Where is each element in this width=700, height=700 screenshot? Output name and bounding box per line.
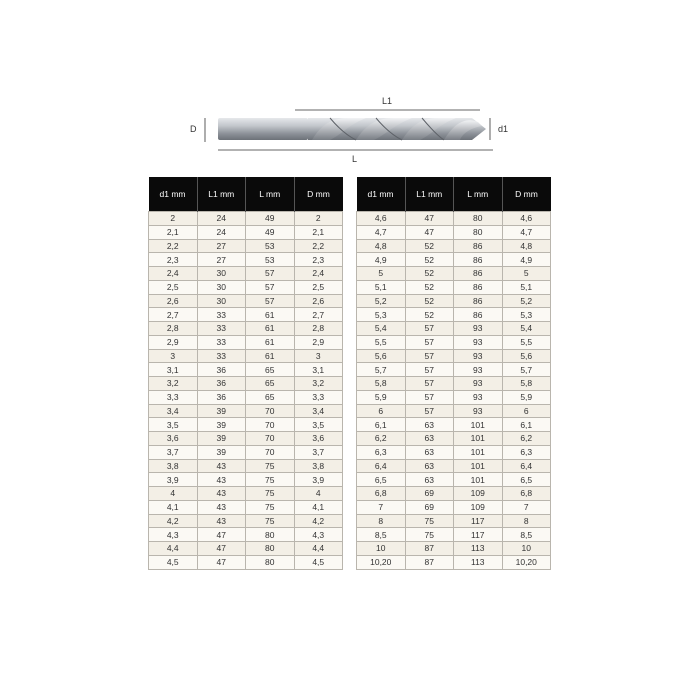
table-row [149, 349, 343, 363]
cell-l1: 39 [197, 404, 246, 418]
drill-shank [218, 118, 308, 140]
cell-l: 86 [454, 253, 503, 267]
table-row [149, 225, 343, 239]
cell-l1: 36 [197, 363, 246, 377]
table-row [357, 335, 551, 349]
cell-d1: 5,7 [357, 363, 406, 377]
cell-d1: 6,2 [357, 432, 406, 446]
cell-l: 53 [246, 253, 295, 267]
table-row [149, 487, 343, 501]
cell-d1: 6,1 [357, 418, 406, 432]
cell-d1: 2,4 [149, 267, 198, 281]
cell-d1: 2,7 [149, 308, 198, 322]
cell-d1: 5,4 [357, 322, 406, 336]
cell-d1: 10,20 [357, 555, 406, 569]
cell-d1: 2,2 [149, 239, 198, 253]
cell-l: 80 [454, 212, 503, 226]
cell-l: 86 [454, 267, 503, 281]
header-l: L mm [454, 177, 503, 212]
table-header-row [149, 177, 343, 212]
table-row [357, 212, 551, 226]
cell-l: 117 [454, 528, 503, 542]
table-row [149, 294, 343, 308]
cell-l1: 30 [197, 267, 246, 281]
cell-d: 4,4 [294, 542, 343, 556]
cell-l1: 33 [197, 335, 246, 349]
cell-d1: 6,4 [357, 459, 406, 473]
cell-l1: 47 [197, 528, 246, 542]
cell-l1: 63 [405, 473, 454, 487]
table-row [149, 308, 343, 322]
cell-d: 6,1 [502, 418, 551, 432]
cell-l: 70 [246, 432, 295, 446]
cell-l1: 87 [405, 555, 454, 569]
cell-l: 80 [246, 528, 295, 542]
cell-l1: 63 [405, 459, 454, 473]
header-d1: d1 mm [357, 177, 406, 212]
cell-l: 65 [246, 363, 295, 377]
table-row [149, 253, 343, 267]
spec-table-left [148, 177, 343, 570]
cell-l: 101 [454, 418, 503, 432]
cell-l1: 57 [405, 363, 454, 377]
table-row [357, 390, 551, 404]
cell-l1: 69 [405, 487, 454, 501]
cell-l1: 63 [405, 432, 454, 446]
cell-d: 4,5 [294, 555, 343, 569]
cell-l: 61 [246, 308, 295, 322]
cell-l: 113 [454, 542, 503, 556]
cell-l: 65 [246, 377, 295, 391]
cell-l1: 69 [405, 500, 454, 514]
cell-d1: 6,5 [357, 473, 406, 487]
table-row [357, 500, 551, 514]
cell-l: 61 [246, 335, 295, 349]
cell-d1: 4,8 [357, 239, 406, 253]
cell-d1: 4,1 [149, 500, 198, 514]
cell-l: 101 [454, 459, 503, 473]
cell-l1: 47 [197, 555, 246, 569]
cell-d: 6,2 [502, 432, 551, 446]
table-row [357, 404, 551, 418]
cell-d: 8,5 [502, 528, 551, 542]
cell-d: 2,6 [294, 294, 343, 308]
cell-d: 5,9 [502, 390, 551, 404]
table-row [357, 377, 551, 391]
table-row [357, 487, 551, 501]
table-row [357, 253, 551, 267]
cell-l1: 57 [405, 377, 454, 391]
table-row [357, 528, 551, 542]
cell-d: 5,5 [502, 335, 551, 349]
cell-d1: 5,3 [357, 308, 406, 322]
cell-l1: 39 [197, 432, 246, 446]
table-row [149, 555, 343, 569]
cell-l1: 52 [405, 239, 454, 253]
cell-d1: 2,8 [149, 322, 198, 336]
cell-d1: 2,5 [149, 280, 198, 294]
table-row [149, 390, 343, 404]
cell-l1: 36 [197, 377, 246, 391]
cell-d: 2 [294, 212, 343, 226]
cell-d: 5 [502, 267, 551, 281]
header-d1: d1 mm [149, 177, 198, 212]
cell-l: 93 [454, 390, 503, 404]
cell-l1: 52 [405, 253, 454, 267]
cell-l1: 47 [405, 225, 454, 239]
cell-l: 61 [246, 322, 295, 336]
cell-d: 6,4 [502, 459, 551, 473]
cell-l: 113 [454, 555, 503, 569]
cell-d: 5,4 [502, 322, 551, 336]
table-row [149, 445, 343, 459]
cell-d1: 4,4 [149, 542, 198, 556]
cell-l: 93 [454, 363, 503, 377]
cell-l1: 75 [405, 528, 454, 542]
cell-l: 80 [454, 225, 503, 239]
cell-l: 109 [454, 500, 503, 514]
cell-d1: 7 [357, 500, 406, 514]
cell-l1: 27 [197, 239, 246, 253]
cell-d1: 4,5 [149, 555, 198, 569]
table-row [357, 239, 551, 253]
cell-d1: 6 [357, 404, 406, 418]
cell-l: 93 [454, 404, 503, 418]
cell-d: 3,8 [294, 459, 343, 473]
cell-d: 6,8 [502, 487, 551, 501]
cell-l1: 63 [405, 418, 454, 432]
cell-l1: 33 [197, 322, 246, 336]
cell-l1: 87 [405, 542, 454, 556]
table-row [357, 445, 551, 459]
table-row [149, 267, 343, 281]
cell-d: 5,7 [502, 363, 551, 377]
cell-d1: 5,1 [357, 280, 406, 294]
table-row [357, 294, 551, 308]
cell-d: 3,4 [294, 404, 343, 418]
cell-d1: 3,5 [149, 418, 198, 432]
header-d: D mm [502, 177, 551, 212]
cell-d: 3,7 [294, 445, 343, 459]
label-d: D [190, 124, 197, 134]
table-row [149, 473, 343, 487]
cell-d: 5,2 [502, 294, 551, 308]
cell-l1: 57 [405, 390, 454, 404]
cell-d: 5,6 [502, 349, 551, 363]
cell-d: 5,8 [502, 377, 551, 391]
cell-l1: 75 [405, 514, 454, 528]
cell-l1: 30 [197, 294, 246, 308]
cell-l1: 36 [197, 390, 246, 404]
cell-d: 4,1 [294, 500, 343, 514]
cell-l: 57 [246, 280, 295, 294]
table-row [149, 280, 343, 294]
cell-l1: 43 [197, 459, 246, 473]
cell-d1: 4,6 [357, 212, 406, 226]
cell-l: 49 [246, 212, 295, 226]
cell-l: 57 [246, 294, 295, 308]
header-l1: L1 mm [197, 177, 246, 212]
cell-d1: 3,1 [149, 363, 198, 377]
table-row [357, 555, 551, 569]
cell-d1: 8 [357, 514, 406, 528]
table-row [149, 418, 343, 432]
cell-d1: 5,2 [357, 294, 406, 308]
table-row [149, 528, 343, 542]
table-row [149, 542, 343, 556]
cell-l1: 33 [197, 349, 246, 363]
cell-l: 75 [246, 473, 295, 487]
drill-bit-illustration [180, 88, 520, 168]
cell-l: 101 [454, 445, 503, 459]
table-row [149, 432, 343, 446]
table-row [149, 500, 343, 514]
cell-d: 2,8 [294, 322, 343, 336]
cell-l1: 57 [405, 404, 454, 418]
table-row [149, 239, 343, 253]
cell-d: 2,1 [294, 225, 343, 239]
table-row [149, 212, 343, 226]
cell-l1: 39 [197, 418, 246, 432]
cell-d: 4,7 [502, 225, 551, 239]
cell-d: 4,3 [294, 528, 343, 542]
cell-l: 117 [454, 514, 503, 528]
table-row [357, 514, 551, 528]
header-d: D mm [294, 177, 343, 212]
cell-l1: 52 [405, 280, 454, 294]
table-row [357, 280, 551, 294]
cell-d1: 3 [149, 349, 198, 363]
cell-d1: 10 [357, 542, 406, 556]
cell-d1: 4 [149, 487, 198, 501]
cell-d: 10 [502, 542, 551, 556]
cell-l1: 57 [405, 349, 454, 363]
cell-d: 3,9 [294, 473, 343, 487]
cell-l1: 63 [405, 445, 454, 459]
cell-d1: 2,1 [149, 225, 198, 239]
header-l1: L1 mm [405, 177, 454, 212]
cell-d: 2,3 [294, 253, 343, 267]
cell-l: 80 [246, 555, 295, 569]
cell-d: 5,1 [502, 280, 551, 294]
table-row [149, 363, 343, 377]
cell-d1: 3,9 [149, 473, 198, 487]
cell-l1: 30 [197, 280, 246, 294]
cell-d: 4,6 [502, 212, 551, 226]
cell-d: 2,2 [294, 239, 343, 253]
cell-l: 75 [246, 459, 295, 473]
cell-d1: 5,9 [357, 390, 406, 404]
table-row [149, 322, 343, 336]
cell-d: 2,4 [294, 267, 343, 281]
cell-d1: 4,2 [149, 514, 198, 528]
table-row [357, 267, 551, 281]
cell-d: 7 [502, 500, 551, 514]
cell-l1: 47 [197, 542, 246, 556]
cell-l1: 43 [197, 500, 246, 514]
cell-d: 3,2 [294, 377, 343, 391]
label-d1: d1 [498, 124, 509, 134]
drill-diagram [180, 88, 520, 168]
cell-d1: 2,3 [149, 253, 198, 267]
label-l: L [352, 154, 358, 164]
cell-l1: 52 [405, 294, 454, 308]
table-row [357, 542, 551, 556]
cell-l: 93 [454, 322, 503, 336]
cell-l: 65 [246, 390, 295, 404]
header-l: L mm [246, 177, 295, 212]
table-row [357, 432, 551, 446]
cell-l: 70 [246, 418, 295, 432]
cell-l: 86 [454, 280, 503, 294]
cell-d1: 2,6 [149, 294, 198, 308]
cell-l: 93 [454, 377, 503, 391]
table-row [149, 377, 343, 391]
cell-d: 6,5 [502, 473, 551, 487]
cell-d: 4,2 [294, 514, 343, 528]
cell-d: 2,9 [294, 335, 343, 349]
cell-l1: 27 [197, 253, 246, 267]
cell-l: 86 [454, 294, 503, 308]
cell-d: 3,6 [294, 432, 343, 446]
cell-d: 3,1 [294, 363, 343, 377]
cell-d1: 5 [357, 267, 406, 281]
cell-d: 8 [502, 514, 551, 528]
cell-d: 4,8 [502, 239, 551, 253]
cell-l: 93 [454, 335, 503, 349]
cell-l: 53 [246, 239, 295, 253]
cell-l1: 57 [405, 335, 454, 349]
table-row [357, 473, 551, 487]
cell-l1: 47 [405, 212, 454, 226]
cell-l: 75 [246, 514, 295, 528]
cell-d1: 4,7 [357, 225, 406, 239]
cell-l: 49 [246, 225, 295, 239]
cell-d: 4,9 [502, 253, 551, 267]
cell-l: 70 [246, 404, 295, 418]
cell-d: 2,7 [294, 308, 343, 322]
table-row [357, 225, 551, 239]
cell-d: 2,5 [294, 280, 343, 294]
cell-l: 80 [246, 542, 295, 556]
cell-l: 75 [246, 487, 295, 501]
cell-d: 3 [294, 349, 343, 363]
cell-l: 70 [246, 445, 295, 459]
cell-l: 93 [454, 349, 503, 363]
table-header-row [357, 177, 551, 212]
cell-l1: 33 [197, 308, 246, 322]
cell-l1: 43 [197, 487, 246, 501]
cell-l: 86 [454, 308, 503, 322]
cell-l1: 24 [197, 225, 246, 239]
cell-d: 3,3 [294, 390, 343, 404]
cell-d: 6 [502, 404, 551, 418]
cell-d1: 4,9 [357, 253, 406, 267]
table-row [357, 363, 551, 377]
spec-table-right [356, 177, 551, 570]
cell-l: 109 [454, 487, 503, 501]
cell-d1: 3,6 [149, 432, 198, 446]
cell-d1: 4,3 [149, 528, 198, 542]
label-l1: L1 [382, 96, 393, 106]
cell-l1: 52 [405, 308, 454, 322]
cell-d1: 3,4 [149, 404, 198, 418]
cell-d1: 8,5 [357, 528, 406, 542]
cell-l1: 57 [405, 322, 454, 336]
cell-d: 5,3 [502, 308, 551, 322]
cell-l: 57 [246, 267, 295, 281]
cell-d1: 3,7 [149, 445, 198, 459]
table-row [357, 308, 551, 322]
cell-l1: 43 [197, 514, 246, 528]
cell-l1: 24 [197, 212, 246, 226]
table-row [357, 349, 551, 363]
cell-d1: 5,5 [357, 335, 406, 349]
cell-d1: 6,3 [357, 445, 406, 459]
cell-d1: 3,2 [149, 377, 198, 391]
cell-l1: 39 [197, 445, 246, 459]
cell-l: 86 [454, 239, 503, 253]
table-row [149, 514, 343, 528]
cell-l: 61 [246, 349, 295, 363]
cell-l: 101 [454, 473, 503, 487]
cell-d: 10,20 [502, 555, 551, 569]
table-row [149, 459, 343, 473]
cell-d1: 6,8 [357, 487, 406, 501]
cell-d1: 2 [149, 212, 198, 226]
table-row [149, 404, 343, 418]
cell-l: 101 [454, 432, 503, 446]
cell-d: 6,3 [502, 445, 551, 459]
table-row [357, 418, 551, 432]
cell-d1: 5,6 [357, 349, 406, 363]
cell-d1: 5,8 [357, 377, 406, 391]
cell-d1: 3,8 [149, 459, 198, 473]
table-row [357, 459, 551, 473]
cell-d: 3,5 [294, 418, 343, 432]
cell-l1: 52 [405, 267, 454, 281]
cell-d: 4 [294, 487, 343, 501]
cell-l: 75 [246, 500, 295, 514]
table-row [149, 335, 343, 349]
cell-d1: 2,9 [149, 335, 198, 349]
table-row [357, 322, 551, 336]
cell-l1: 43 [197, 473, 246, 487]
cell-d1: 3,3 [149, 390, 198, 404]
